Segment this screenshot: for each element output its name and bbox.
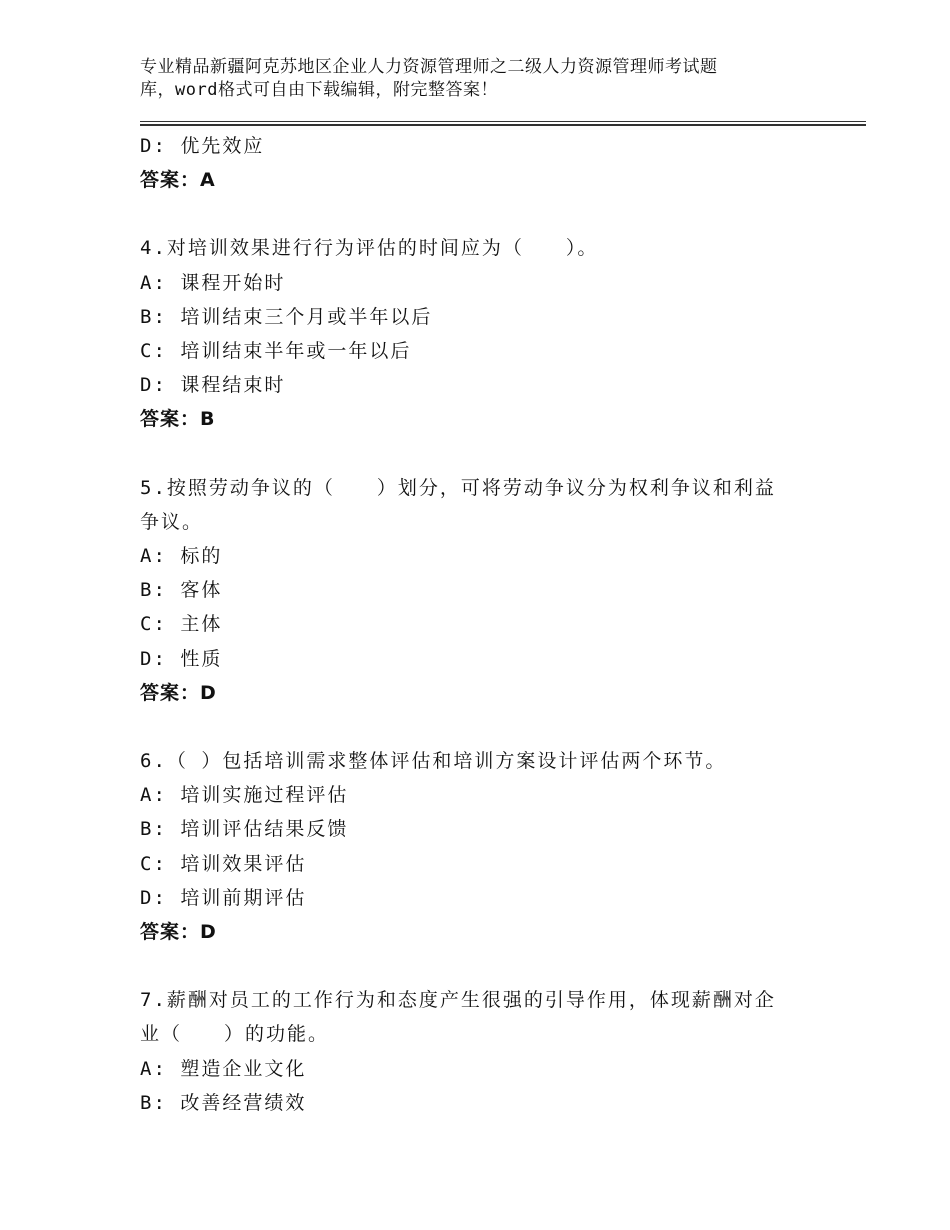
question-stem: 6.（ ）包括培训需求整体评估和培训方案设计评估两个环节。 xyxy=(140,750,727,773)
question-stem-continued: 业（ ）的功能。 xyxy=(140,1023,330,1046)
option-c: C: 培训效果评估 xyxy=(140,852,307,875)
option-c: C: 主体 xyxy=(140,613,223,636)
question-5 xyxy=(140,471,840,710)
option-a: A: 培训实施过程评估 xyxy=(140,784,349,807)
option-d: D: 培训前期评估 xyxy=(140,886,307,909)
page-header xyxy=(140,56,800,102)
question-6 xyxy=(140,744,840,949)
question-fragment xyxy=(140,129,840,197)
header-divider xyxy=(140,121,866,126)
option-a: A: 塑造企业文化 xyxy=(140,1057,307,1080)
option-b: B: 培训评估结果反馈 xyxy=(140,818,349,841)
question-stem: 7.薪酬对员工的工作行为和态度产生很强的引导作用，体现薪酬对企 xyxy=(140,989,776,1012)
option-b: B: 客体 xyxy=(140,579,223,602)
option-b: B: 培训结束三个月或半年以后 xyxy=(140,305,433,328)
option-d: D: 优先效应 xyxy=(140,135,265,157)
option-d: D: 性质 xyxy=(140,647,223,670)
option-a: A: 课程开始时 xyxy=(140,271,286,294)
answer-line: 答案：D xyxy=(140,681,217,704)
question-stem-continued: 争议。 xyxy=(140,510,204,533)
question-stem: 4.对培训效果进行行为评估的时间应为（ ）。 xyxy=(140,237,599,260)
document-body xyxy=(140,129,840,1120)
question-7 xyxy=(140,983,840,1120)
option-c: C: 培训结束半年或一年以后 xyxy=(140,340,412,363)
option-b: B: 改善经营绩效 xyxy=(140,1091,307,1114)
question-4 xyxy=(140,231,840,436)
answer-line: 答案：A xyxy=(140,169,216,192)
header-line-1: 专业精品新疆阿克苏地区企业人力资源管理师之二级人力资源管理师考试题 xyxy=(140,57,718,77)
option-d: D: 课程结束时 xyxy=(140,374,286,397)
header-line-2: 库，word格式可自由下载编辑，附完整答案！ xyxy=(140,80,498,100)
option-a: A: 标的 xyxy=(140,545,223,568)
answer-line: 答案：D xyxy=(140,921,217,944)
answer-line: 答案：B xyxy=(140,408,216,431)
question-stem: 5.按照劳动争议的（ ）划分，可将劳动争议分为权利争议和利益 xyxy=(140,476,776,499)
